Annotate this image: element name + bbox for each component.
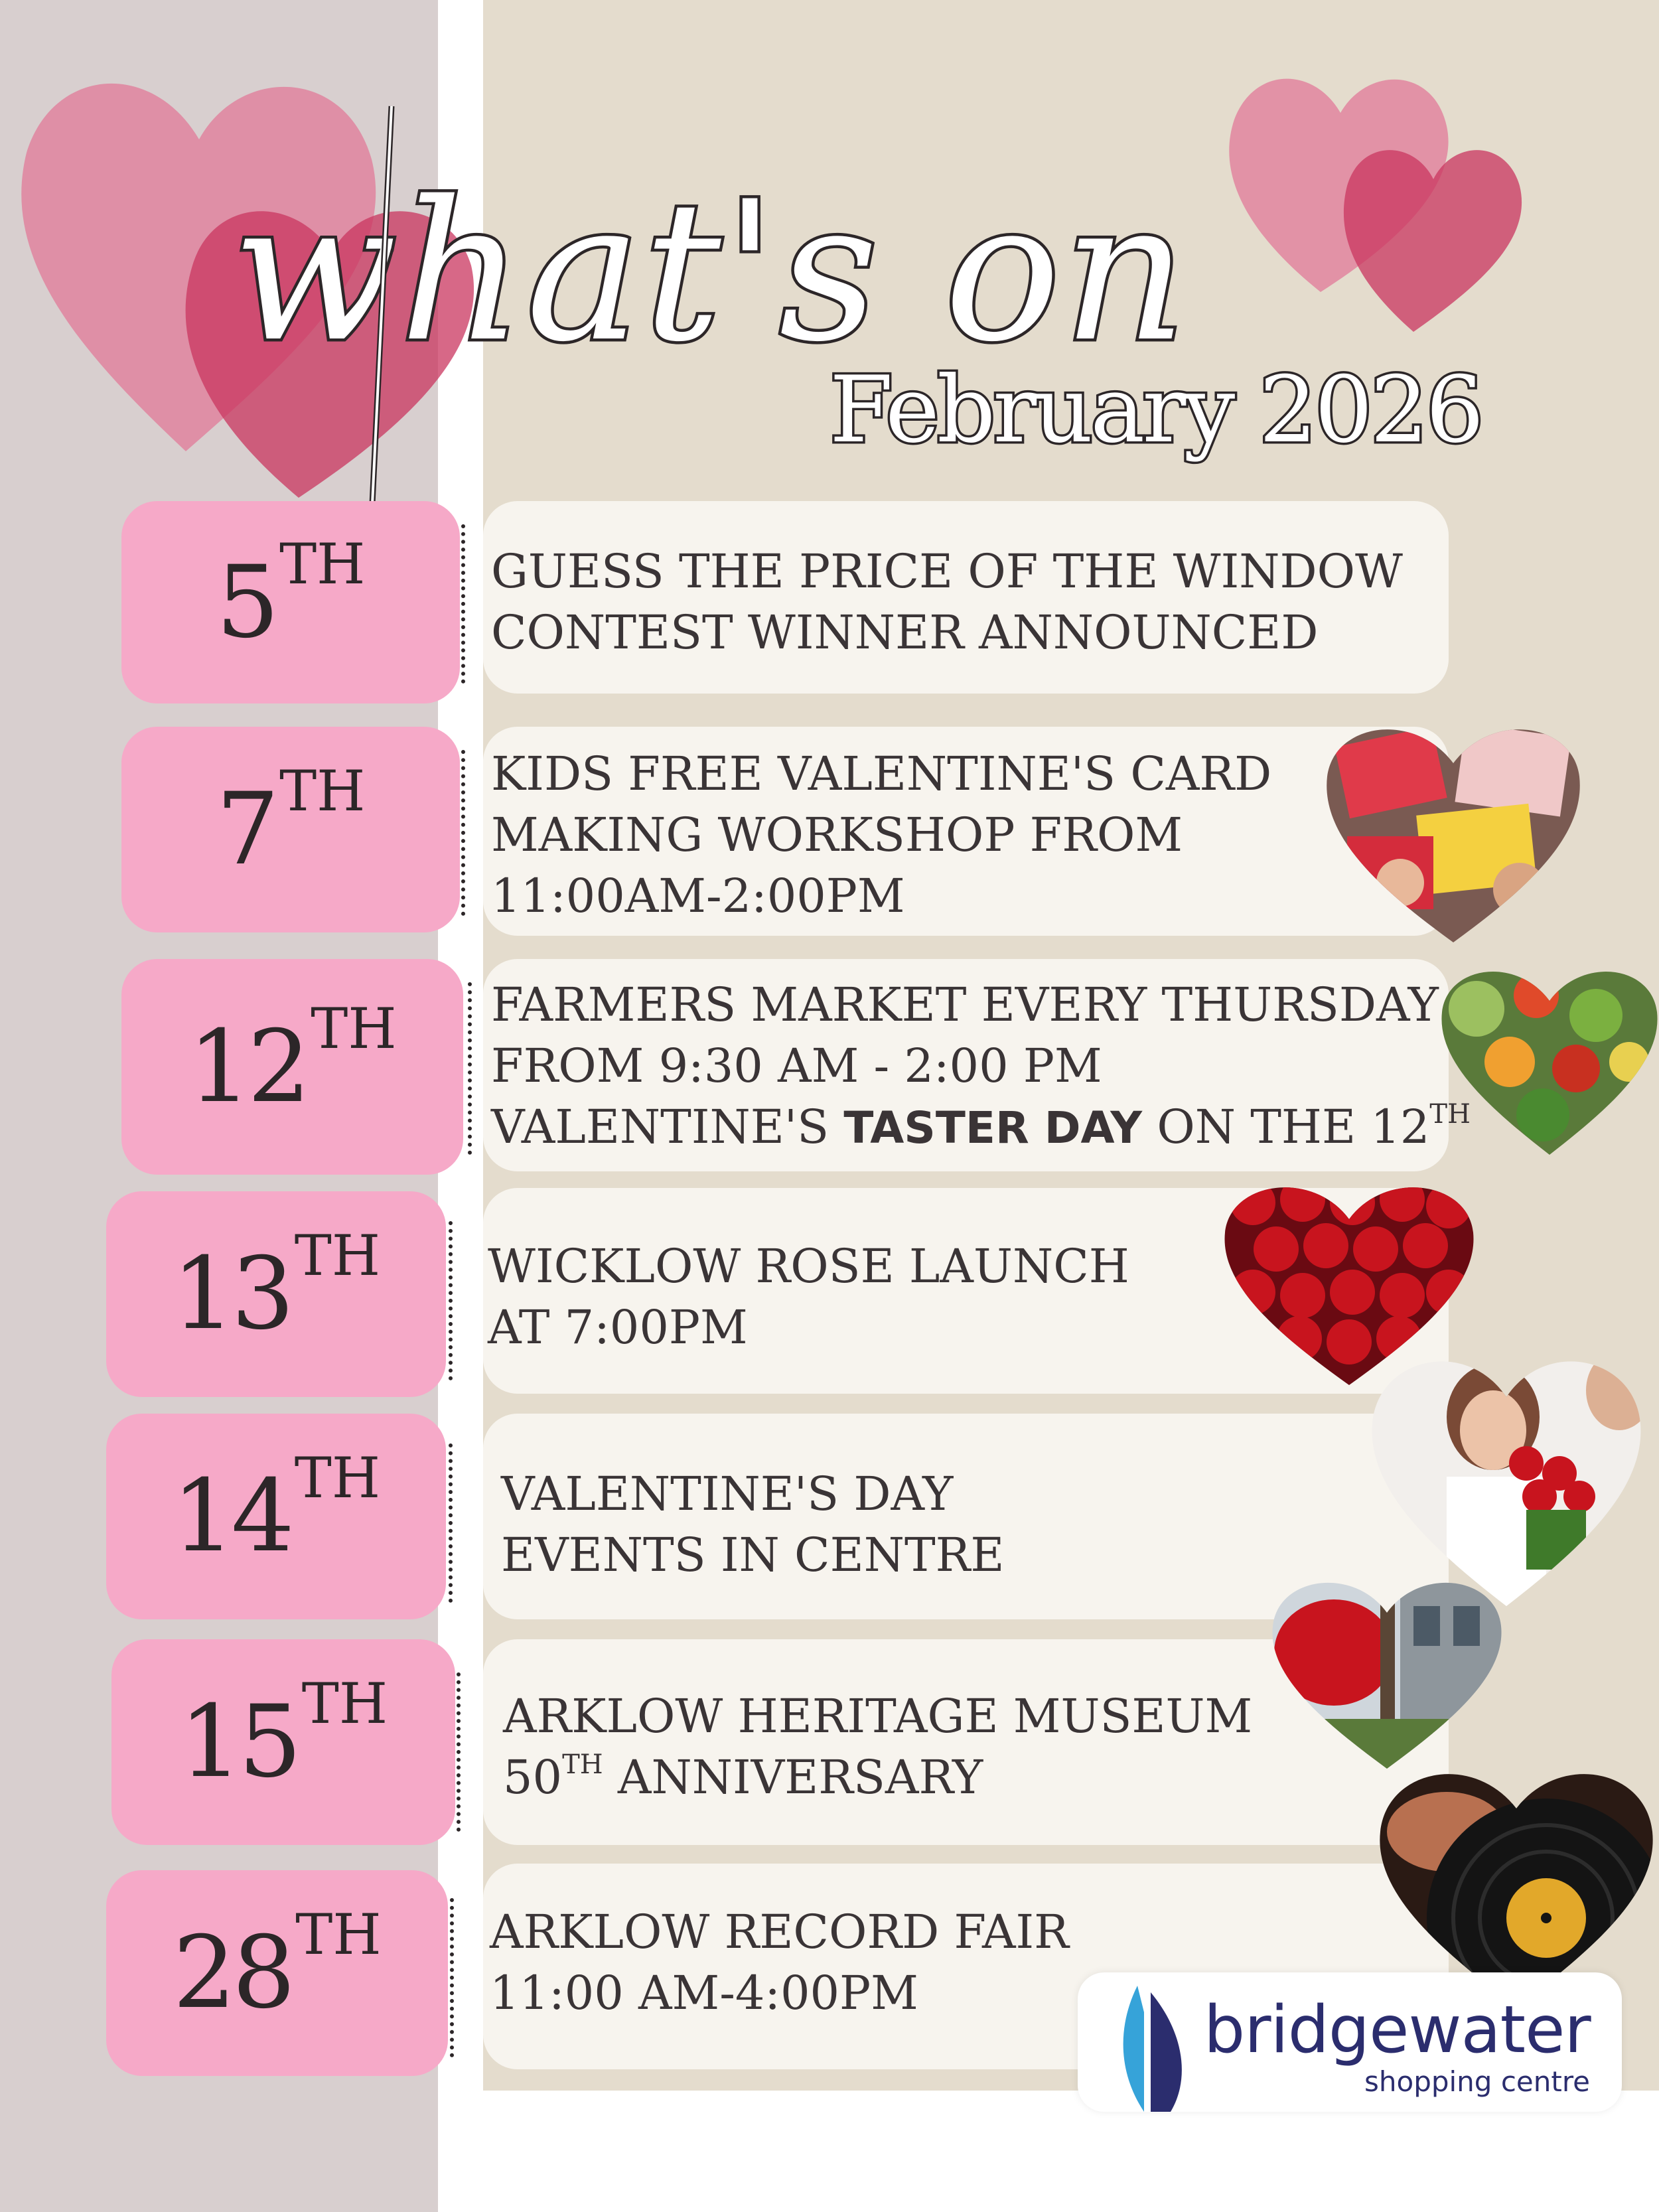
event-description bbox=[503, 1686, 1252, 1815]
date-badge-12th bbox=[121, 959, 463, 1175]
logo-name: bridgewater bbox=[1204, 1992, 1591, 2068]
date-number: 14 bbox=[171, 1459, 291, 1574]
dotted-connector bbox=[468, 982, 472, 1155]
event-line: VALENTINE'S DAY bbox=[501, 1467, 954, 1521]
event-line: CONTEST WINNER ANNOUNCED bbox=[491, 605, 1319, 660]
date-number: 5 bbox=[216, 544, 276, 660]
event-line: WICKLOW ROSE LAUNCH bbox=[488, 1239, 1129, 1293]
event-line: FARMERS MARKET EVERY THURSDAY bbox=[491, 978, 1439, 1032]
event-line: ARKLOW HERITAGE MUSEUM bbox=[503, 1689, 1253, 1743]
dotted-connector bbox=[457, 1672, 461, 1832]
event-description bbox=[488, 1236, 1129, 1358]
event-line: 11:00AM-2:00PM bbox=[491, 869, 905, 923]
title-script: what's on bbox=[232, 161, 1190, 384]
event-description bbox=[491, 974, 1471, 1165]
dotted-connector bbox=[449, 1443, 453, 1603]
date-number: 15 bbox=[179, 1684, 298, 1800]
taster-day-emphasis: TASTER DAY bbox=[843, 1102, 1143, 1153]
event-line: ARKLOW RECORD FAIR bbox=[490, 1905, 1069, 1959]
dotted-connector bbox=[450, 1898, 454, 2057]
dotted-connector bbox=[461, 524, 465, 684]
event-description bbox=[501, 1463, 1004, 1585]
date-number: 12 bbox=[188, 1009, 307, 1125]
subtitle: February 2026 bbox=[830, 356, 1482, 463]
page-title bbox=[219, 53, 1546, 518]
date-number: 7 bbox=[216, 772, 276, 887]
event-line: EVENTS IN CENTRE bbox=[501, 1528, 1005, 1582]
event-line: FROM 9:30 AM - 2:00 PM bbox=[491, 1039, 1102, 1093]
card-making-heart-photo bbox=[1321, 710, 1586, 949]
date-suffix: TH bbox=[311, 995, 397, 1061]
sail-logo-icon bbox=[1104, 1986, 1197, 2112]
date-number: 28 bbox=[173, 1915, 292, 2031]
date-suffix: TH bbox=[301, 1671, 388, 1736]
date-number: 13 bbox=[171, 1236, 291, 1352]
event-line: 11:00 AM-4:00PM bbox=[490, 1966, 918, 2020]
date-suffix: TH bbox=[279, 759, 366, 824]
date-suffix: TH bbox=[295, 1902, 382, 1967]
event-line: KIDS FREE VALENTINE'S CARD bbox=[491, 747, 1272, 801]
date-badge-13th bbox=[106, 1191, 446, 1397]
date-suffix: TH bbox=[294, 1445, 381, 1511]
date-badge-7th bbox=[121, 727, 460, 932]
event-line: MAKING WORKSHOP FROM bbox=[491, 808, 1183, 862]
event-line: AT 7:00PM bbox=[488, 1300, 748, 1355]
event-line: 50TH ANNIVERSARY bbox=[503, 1749, 983, 1805]
logo-subtitle: shopping centre bbox=[1364, 2065, 1591, 2098]
date-badge-5th bbox=[121, 501, 460, 703]
event-line: VALENTINE'S TASTER DAY ON THE 12TH bbox=[491, 1099, 1471, 1154]
date-suffix: TH bbox=[279, 531, 366, 597]
event-line: GUESS THE PRICE OF THE WINDOW bbox=[491, 544, 1403, 599]
event-description bbox=[490, 1901, 1069, 2024]
dotted-connector bbox=[449, 1221, 453, 1380]
vegetables-heart-photo bbox=[1437, 956, 1659, 1161]
date-badge-15th bbox=[111, 1639, 455, 1845]
bridgewater-logo bbox=[1078, 1972, 1622, 2112]
date-suffix: TH bbox=[294, 1223, 381, 1288]
date-badge-14th bbox=[106, 1414, 446, 1619]
event-description bbox=[491, 743, 1271, 926]
date-badge-28th bbox=[106, 1870, 448, 2076]
dotted-connector bbox=[461, 750, 465, 916]
museum-heart-photo bbox=[1267, 1566, 1506, 1772]
event-description bbox=[491, 541, 1403, 663]
